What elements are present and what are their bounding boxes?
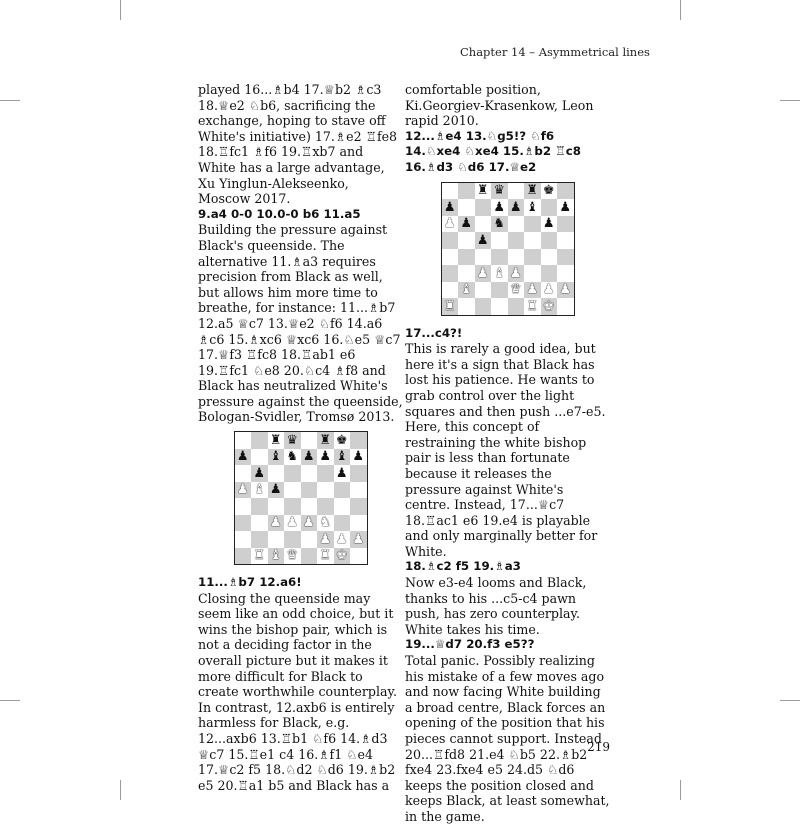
square-d6 — [284, 465, 301, 482]
square-c2 — [475, 282, 492, 299]
square-h3 — [557, 265, 574, 282]
square-d1 — [284, 548, 301, 565]
white-pawn-icon: ♟ — [476, 265, 489, 281]
chess-diagram-1 — [234, 431, 368, 565]
left-paragraph-1: played 16...♗b4 17.♕b2 ♗c3 18.♕e2 ♘b6, sacrificing the exchange, hoping to stave off White's initiative) 17.♗e2 ♖fe8 18.♖fc1 ♗f6 19.♖xb7 and White has a large advantage, Xu Yinglun-Alekseenko, Moscow 2017. — [198, 82, 398, 207]
square-a7 — [235, 449, 252, 466]
black-pawn-icon: ♟ — [493, 199, 506, 215]
square-b1 — [458, 298, 475, 315]
square-h5 — [350, 482, 367, 499]
white-pawn-icon: ♟ — [542, 282, 555, 298]
square-c8 — [268, 432, 285, 449]
black-pawn-icon: ♟ — [476, 232, 489, 248]
square-e8 — [301, 432, 318, 449]
square-e2 — [301, 531, 318, 548]
square-a4 — [442, 249, 459, 266]
square-a8 — [442, 183, 459, 200]
left-move-line-2: 11...♗b7 12.a6! — [198, 575, 302, 590]
crop-mark-bottom-right — [680, 780, 681, 800]
white-queen-icon: ♛ — [286, 548, 299, 564]
white-pawn-icon: ♟ — [302, 515, 315, 531]
square-e4 — [301, 498, 318, 515]
square-c3 — [475, 265, 492, 282]
right-paragraph-2: This is rarely a good idea, but here it's a sign that Black has lost his patience. He wants to grab control over the light squares and then push ...e7-e5. Here, this concept of restraining the white bishop pair is less than fortunate because it releases the pressure against White's centre. Instead, 17...♕c7 18.♖ac1 e6 19.e4 is playable and only marginally better for White. — [405, 341, 606, 559]
square-a1 — [442, 298, 459, 315]
square-a8 — [235, 432, 252, 449]
square-g6 — [334, 465, 351, 482]
black-pawn-icon: ♟ — [319, 449, 332, 465]
white-rook-icon: ♜ — [319, 548, 332, 564]
square-e5 — [301, 482, 318, 499]
square-f4 — [317, 498, 334, 515]
white-rook-icon: ♜ — [443, 298, 456, 314]
square-f1 — [317, 548, 334, 565]
square-d8 — [491, 183, 508, 200]
square-c1 — [268, 548, 285, 565]
square-g8 — [334, 432, 351, 449]
square-b8 — [458, 183, 475, 200]
square-b7 — [458, 199, 475, 216]
square-a6 — [235, 465, 252, 482]
square-b2 — [251, 531, 268, 548]
square-g1 — [541, 298, 558, 315]
white-pawn-icon: ♟ — [319, 531, 332, 547]
white-pawn-icon: ♟ — [335, 531, 348, 547]
square-d7 — [284, 449, 301, 466]
square-b5 — [251, 482, 268, 499]
square-c4 — [268, 498, 285, 515]
left-column — [198, 82, 403, 793]
square-g8 — [541, 183, 558, 200]
black-pawn-icon: ♟ — [269, 482, 282, 498]
white-queen-icon: ♛ — [509, 282, 522, 298]
right-paragraph-4: Total panic. Possibly realizing his mistake of a few moves ago and now facing White building a broad centre, Black forces an opening of the position that his pieces cannot support. Instead 20...♖fd8 21.e4 ♘b5 22.♗b2 fxe4 23.fxe4 e5 24.d5 ♘d6 keeps the position closed and keeps Black, at least somewhat, in the game. — [405, 653, 610, 824]
square-f8 — [524, 183, 541, 200]
square-e5 — [508, 232, 525, 249]
white-king-icon: ♚ — [335, 548, 348, 564]
square-b5 — [458, 232, 475, 249]
square-a1 — [235, 548, 252, 565]
square-d3 — [491, 265, 508, 282]
white-knight-icon: ♞ — [319, 515, 332, 531]
black-pawn-icon: ♟ — [253, 465, 266, 481]
square-d4 — [491, 249, 508, 266]
left-move-line-1: 9.a4 0-0 10.0-0 b6 11.a5 — [198, 206, 361, 221]
square-b3 — [251, 515, 268, 532]
white-pawn-icon: ♟ — [526, 282, 539, 298]
square-c5 — [475, 232, 492, 249]
square-h7 — [557, 199, 574, 216]
right-move-line-3: 18.♗c2 f5 19.♗a3 — [405, 559, 521, 574]
square-e1 — [508, 298, 525, 315]
black-pawn-icon: ♟ — [352, 449, 365, 465]
left-paragraph-3: Closing the queenside may seem like an odd choice, but it wins the bishop pair, which is not a deciding factor in the overall picture but it makes it more difficult for Black to create worthwhile counterplay. In contrast, 12.axb6 is entirely harmless for Black, e.g. 12...axb6 13.♖b1 ♘f6 14.♗d3 ♕c7 15.♖e1 c4 16.♗f1 ♘e4 17.♕c2 f5 18.♘d2 ♘d6 19.♗b2 e5 20.♖a1 b5 and Black has a — [198, 590, 397, 793]
crop-mark-left-top — [0, 100, 20, 101]
black-pawn-icon: ♟ — [443, 199, 456, 215]
square-g2 — [334, 531, 351, 548]
square-h7 — [350, 449, 367, 466]
right-move-line-1: 12...♗e4 13.♘g5!? ♘f6 14.♘xe4 ♘xe4 15.♗b2 ♖c8 16.♗d3 ♘d6 17.♕e2 — [405, 128, 581, 174]
square-h1 — [557, 298, 574, 315]
square-d1 — [491, 298, 508, 315]
square-e2 — [508, 282, 525, 299]
crop-mark-top-right — [680, 0, 681, 20]
black-queen-icon: ♛ — [493, 183, 506, 199]
square-b1 — [251, 548, 268, 565]
square-c6 — [268, 465, 285, 482]
white-bishop-icon: ♝ — [460, 282, 473, 298]
black-queen-icon: ♛ — [286, 432, 299, 448]
square-f8 — [317, 432, 334, 449]
white-pawn-icon: ♟ — [269, 515, 282, 531]
square-a2 — [235, 531, 252, 548]
square-b2 — [458, 282, 475, 299]
square-a5 — [442, 232, 459, 249]
right-paragraph-1: comfortable position, Ki.Georgiev-Krasenkow, Leon rapid 2010. — [405, 82, 594, 129]
square-e6 — [301, 465, 318, 482]
white-pawn-icon: ♟ — [443, 216, 456, 232]
square-d3 — [284, 515, 301, 532]
square-g3 — [541, 265, 558, 282]
square-h2 — [557, 282, 574, 299]
crop-mark-top-left — [120, 0, 121, 20]
black-pawn-icon: ♟ — [236, 449, 249, 465]
square-d8 — [284, 432, 301, 449]
white-bishop-icon: ♝ — [493, 265, 506, 281]
square-a2 — [442, 282, 459, 299]
white-pawn-icon: ♟ — [286, 515, 299, 531]
square-c7 — [475, 199, 492, 216]
square-a3 — [442, 265, 459, 282]
square-b4 — [458, 249, 475, 266]
white-pawn-icon: ♟ — [509, 265, 522, 281]
crop-mark-right-bottom — [780, 700, 800, 701]
square-a5 — [235, 482, 252, 499]
square-h4 — [557, 249, 574, 266]
square-h4 — [350, 498, 367, 515]
square-d5 — [284, 482, 301, 499]
square-f5 — [317, 482, 334, 499]
square-f5 — [524, 232, 541, 249]
right-paragraph-3: Now e3-e4 looms and Black, thanks to his ...c5-c4 pawn push, has zero counterplay. White takes his time. — [405, 575, 587, 637]
square-g7 — [334, 449, 351, 466]
square-f3 — [317, 515, 334, 532]
black-rook-icon: ♜ — [476, 183, 489, 199]
crop-mark-left-bottom — [0, 700, 20, 701]
black-bishop-icon: ♝ — [526, 199, 539, 215]
white-pawn-icon: ♟ — [236, 482, 249, 498]
black-rook-icon: ♜ — [269, 432, 282, 448]
square-a7 — [442, 199, 459, 216]
square-b6 — [251, 465, 268, 482]
chess-diagram-2 — [441, 182, 575, 316]
white-rook-icon: ♜ — [253, 548, 266, 564]
square-h1 — [350, 548, 367, 565]
black-bishop-icon: ♝ — [269, 449, 282, 465]
square-e6 — [508, 216, 525, 233]
square-a4 — [235, 498, 252, 515]
black-pawn-icon: ♟ — [559, 199, 572, 215]
square-g7 — [541, 199, 558, 216]
square-c2 — [268, 531, 285, 548]
square-e8 — [508, 183, 525, 200]
square-h5 — [557, 232, 574, 249]
black-pawn-icon: ♟ — [460, 216, 473, 232]
square-g5 — [334, 482, 351, 499]
black-pawn-icon: ♟ — [542, 216, 555, 232]
white-bishop-icon: ♝ — [269, 548, 282, 564]
crop-mark-right-top — [780, 100, 800, 101]
black-pawn-icon: ♟ — [302, 449, 315, 465]
square-b4 — [251, 498, 268, 515]
square-f1 — [524, 298, 541, 315]
square-g3 — [334, 515, 351, 532]
white-pawn-icon: ♟ — [559, 282, 572, 298]
square-e3 — [508, 265, 525, 282]
white-bishop-icon: ♝ — [253, 482, 266, 498]
square-e1 — [301, 548, 318, 565]
white-pawn-icon: ♟ — [352, 531, 365, 547]
square-d7 — [491, 199, 508, 216]
black-king-icon: ♚ — [335, 432, 348, 448]
square-d2 — [491, 282, 508, 299]
square-e7 — [301, 449, 318, 466]
square-f7 — [524, 199, 541, 216]
square-e3 — [301, 515, 318, 532]
black-pawn-icon: ♟ — [509, 199, 522, 215]
square-c7 — [268, 449, 285, 466]
square-c6 — [475, 216, 492, 233]
square-f6 — [524, 216, 541, 233]
black-rook-icon: ♜ — [319, 432, 332, 448]
square-c4 — [475, 249, 492, 266]
black-bishop-icon: ♝ — [335, 449, 348, 465]
square-f2 — [317, 531, 334, 548]
square-h6 — [557, 216, 574, 233]
square-a6 — [442, 216, 459, 233]
running-header: Chapter 14 – Asymmetrical lines — [460, 45, 650, 59]
crop-mark-bottom-left — [120, 780, 121, 800]
black-pawn-icon: ♟ — [335, 465, 348, 481]
square-g5 — [541, 232, 558, 249]
square-f4 — [524, 249, 541, 266]
square-e4 — [508, 249, 525, 266]
square-h8 — [350, 432, 367, 449]
left-paragraph-2: Building the pressure against Black's queenside. The alternative 11.♗a3 requires precision from Black as well, but allows him more time to breathe, for instance: 11...♗b7 12.a5 ♕c7 13.♕e2 ♘f6 14.a6 ♗c6 15.♗xc6 ♕xc6 16.♘e5 ♕c7 17.♕f3 ♖fc8 18.♖ab1 e6 19.♖fc1 ♘e8 20.♘c4 ♗f8 and Black has neutralized White's pressure against the queenside, Bologan-Svidler, Tromsø 2013. — [198, 222, 403, 425]
black-rook-icon: ♜ — [526, 183, 539, 199]
right-move-line-4: 19...♕d7 20.f3 e5?? — [405, 637, 535, 652]
square-b7 — [251, 449, 268, 466]
square-e7 — [508, 199, 525, 216]
square-d5 — [491, 232, 508, 249]
square-c3 — [268, 515, 285, 532]
square-g2 — [541, 282, 558, 299]
square-a3 — [235, 515, 252, 532]
square-d4 — [284, 498, 301, 515]
square-b6 — [458, 216, 475, 233]
black-king-icon: ♚ — [542, 183, 555, 199]
right-column — [405, 82, 610, 825]
right-move-line-2: 17...c4?! — [405, 325, 463, 340]
square-b8 — [251, 432, 268, 449]
square-d6 — [491, 216, 508, 233]
square-f2 — [524, 282, 541, 299]
square-h2 — [350, 531, 367, 548]
square-d2 — [284, 531, 301, 548]
square-b3 — [458, 265, 475, 282]
square-f6 — [317, 465, 334, 482]
square-h3 — [350, 515, 367, 532]
page-number: 219 — [587, 740, 610, 754]
square-c5 — [268, 482, 285, 499]
black-knight-icon: ♞ — [493, 216, 506, 232]
square-g6 — [541, 216, 558, 233]
white-king-icon: ♚ — [542, 298, 555, 314]
black-knight-icon: ♞ — [286, 449, 299, 465]
square-h6 — [350, 465, 367, 482]
square-g1 — [334, 548, 351, 565]
square-g4 — [541, 249, 558, 266]
square-f3 — [524, 265, 541, 282]
square-f7 — [317, 449, 334, 466]
square-c8 — [475, 183, 492, 200]
square-g4 — [334, 498, 351, 515]
white-rook-icon: ♜ — [526, 298, 539, 314]
square-c1 — [475, 298, 492, 315]
square-h8 — [557, 183, 574, 200]
